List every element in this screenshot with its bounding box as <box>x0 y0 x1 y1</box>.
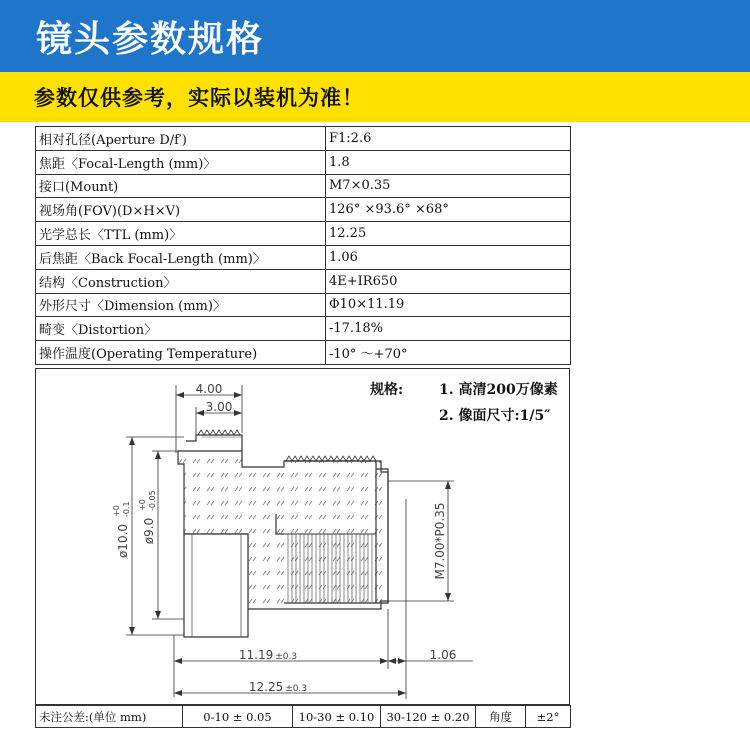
spec-label: 光学总长〈TTL (mm)〉 <box>36 222 326 246</box>
tolerance-cell: 10-30 ± 0.10 <box>293 706 381 728</box>
spec-value: 12.25 <box>326 222 571 246</box>
spec-label: 焦距〈Focal-Length (mm)〉 <box>36 150 326 174</box>
tolerance-cell: 角度 <box>476 706 526 728</box>
dim-ttl-value: 12.25 <box>248 680 284 694</box>
spec-value: F1:2.6 <box>326 127 571 151</box>
title-bar <box>0 0 750 72</box>
spec-label: 外形尺寸〈Dimension (mm)〉 <box>36 293 326 317</box>
spec-label: 接口(Mount) <box>36 174 326 198</box>
dim-top-outer: 4.00 <box>195 382 223 396</box>
dim-length <box>239 648 297 662</box>
dim-dia-outer: ø10.0 <box>116 523 130 559</box>
dim-dia-inner-tol-up: +0 <box>138 499 147 511</box>
spec-label: 结构〈Construction〉 <box>36 269 326 293</box>
dim-dia-outer-tol-dn: -0.1 <box>122 501 131 517</box>
spec-value: 1.8 <box>326 150 571 174</box>
tolerance-cell: ±2° <box>526 706 571 728</box>
lens-drawing-panel <box>35 368 570 705</box>
dim-dia-inner-tol-dn: -0.05 <box>148 490 157 511</box>
spec-label: 相对孔径(Aperture D/f′) <box>36 127 326 151</box>
spec-value: 126° ×93.6° ×68° <box>326 198 571 222</box>
spec-label: 畸变〈Distortion〉 <box>36 317 326 341</box>
spec-value: -17.18% <box>326 317 571 341</box>
dim-dia-inner: ø9.0 <box>142 517 156 545</box>
spec-row <box>36 341 571 365</box>
spec-note-item: 2. 像面尺寸:1/5″ <box>439 408 551 424</box>
spec-row <box>36 222 571 246</box>
dim-thread-group <box>433 502 447 579</box>
tolerance-cell: 30-120 ± 0.20 <box>381 706 476 728</box>
spec-row <box>36 127 571 151</box>
dim-length-tol: ±0.3 <box>275 652 298 662</box>
dim-top-inner: 3.00 <box>205 400 233 414</box>
spec-row <box>36 317 571 341</box>
page-title: 镜头参数规格 <box>36 18 265 60</box>
spec-row <box>36 293 571 317</box>
spec-value: 4E+IR650 <box>326 269 571 293</box>
spec-row <box>36 198 571 222</box>
dim-back-focal: 1.06 <box>429 648 457 662</box>
notice-text: 参数仅供参考，实际以装机为准！ <box>34 86 364 110</box>
dim-dia-outer-tol-up: +0 <box>112 505 121 517</box>
lens-body <box>178 435 388 637</box>
spec-value: Φ10×11.19 <box>326 293 571 317</box>
thread-cap <box>198 430 240 435</box>
spec-table <box>35 126 571 365</box>
spec-label: 操作温度(Operating Temperature) <box>36 341 326 365</box>
dim-dia-inner-group <box>138 490 157 544</box>
spec-note-title: 规格: <box>370 382 404 398</box>
spec-label: 后焦距〈Back Focal-Length (mm)〉 <box>36 245 326 269</box>
spec-row <box>36 150 571 174</box>
spec-value: -10° ～+70° <box>326 341 571 365</box>
dim-length-value: 11.19 <box>238 648 274 662</box>
dim-dia-outer-group <box>112 501 131 558</box>
spec-value: 1.06 <box>326 245 571 269</box>
tolerance-row <box>36 706 571 728</box>
spec-row <box>36 269 571 293</box>
tolerance-table <box>35 705 571 728</box>
spec-value: M7×0.35 <box>326 174 571 198</box>
spec-note-item: 1. 高清200万像素 <box>439 382 558 398</box>
spec-row <box>36 245 571 269</box>
dim-ttl-tol: ±0.3 <box>285 684 308 694</box>
thread-top <box>286 456 376 461</box>
spec-label: 视场角(FOV)(D×H×V) <box>36 198 326 222</box>
tolerance-label: 未注公差:(单位 mm) <box>36 706 183 728</box>
tolerance-cell: 0-10 ± 0.05 <box>183 706 293 728</box>
notice-bar <box>0 72 750 122</box>
spec-row <box>36 174 571 198</box>
dim-thread: M7.00*P0.35 <box>433 502 447 580</box>
dim-ttl <box>249 680 307 694</box>
